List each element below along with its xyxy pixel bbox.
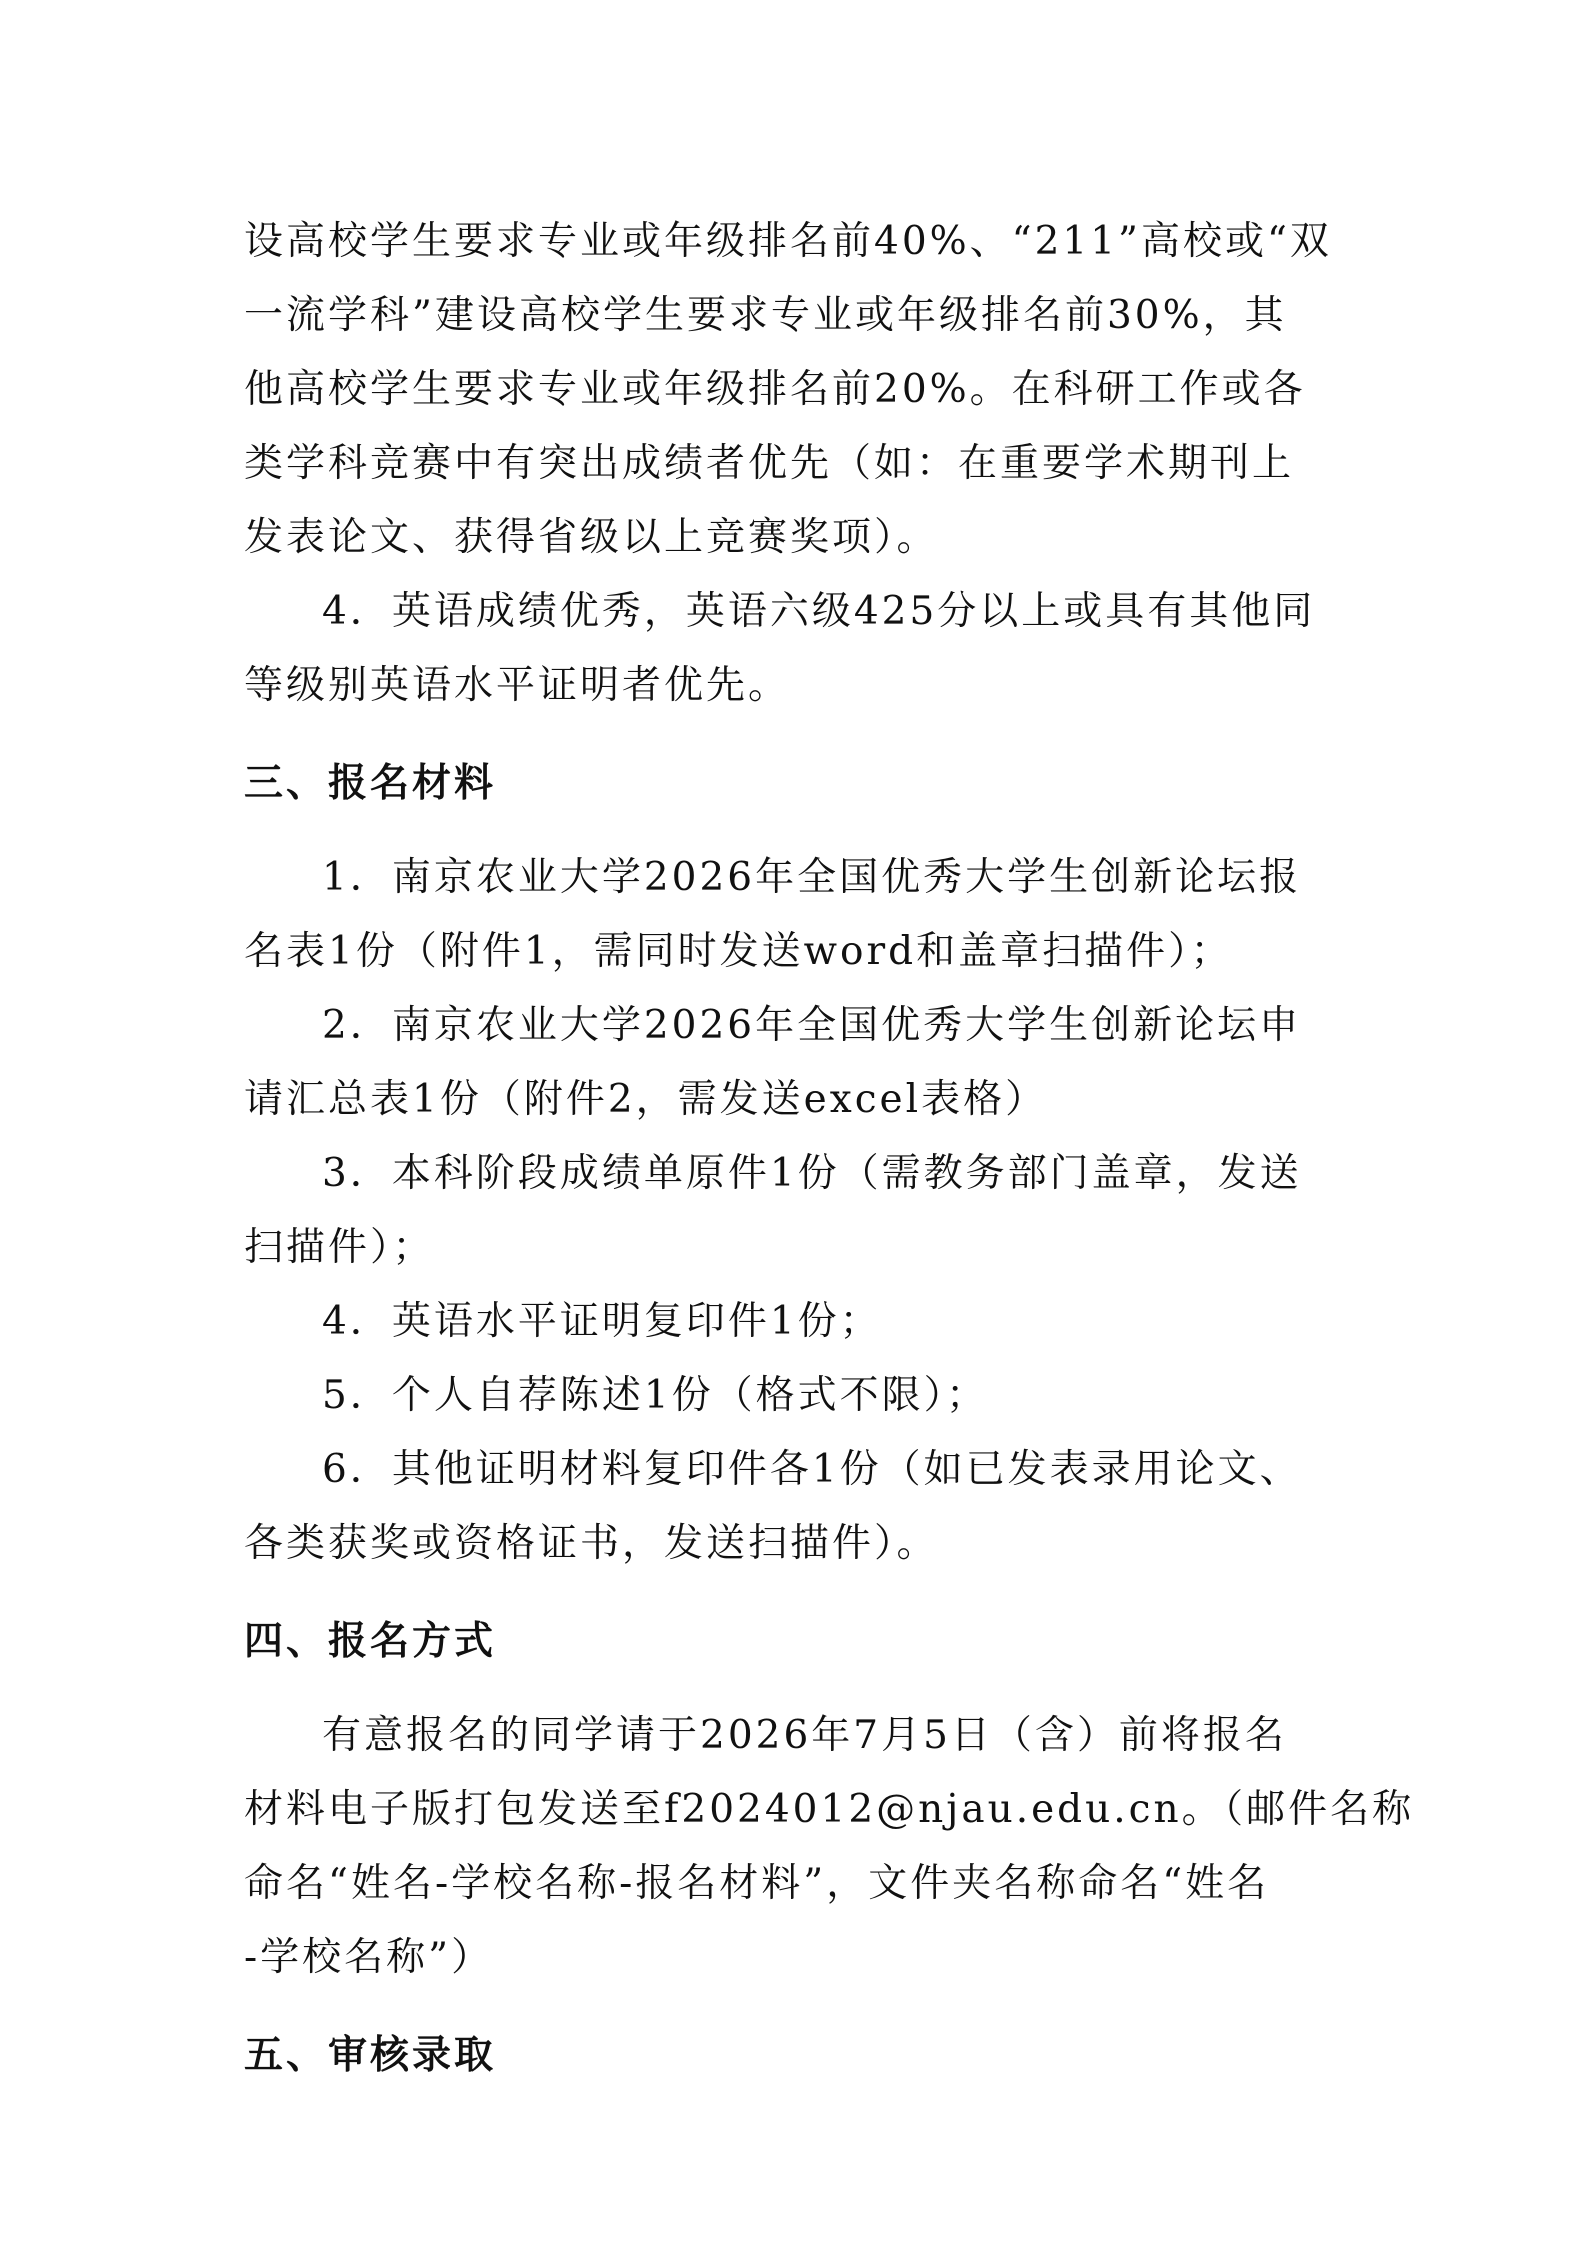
paragraph-line: 发表论文、获得省级以上竞赛奖项）。	[244, 515, 939, 560]
material-item-3: 3．本科阶段成绩单原件1份（需教务部门盖章，发送	[322, 1151, 1302, 1196]
material-item-2-cont: 请汇总表1份（附件2，需发送excel表格）	[244, 1077, 1048, 1122]
section-heading-materials: 三、报名材料	[244, 761, 497, 806]
registration-line: 有意报名的同学请于2026年7月5日（含）前将报名	[322, 1713, 1287, 1758]
registration-line: -学校名称”）	[244, 1935, 494, 1980]
requirement-4-line: 等级别英语水平证明者优先。	[244, 663, 791, 708]
material-item-4: 4．英语水平证明复印件1份；	[322, 1299, 882, 1344]
material-item-6-cont: 各类获奖或资格证书，发送扫描件）。	[244, 1521, 939, 1566]
paragraph-line: 设高校学生要求专业或年级排名前40%、“211”高校或“双	[244, 219, 1332, 264]
material-item-6: 6．其他证明材料复印件各1份（如已发表录用论文、	[322, 1447, 1302, 1492]
material-item-1: 1．南京农业大学2026年全国优秀大学生创新论坛报	[322, 855, 1302, 900]
section-heading-review: 五、审核录取	[244, 2033, 497, 2078]
registration-line: 命名“姓名-学校名称-报名材料”，文件夹名称命名“姓名	[244, 1861, 1270, 1906]
paragraph-line: 一流学科”建设高校学生要求专业或年级排名前30%，其	[244, 293, 1287, 338]
paragraph-line: 他高校学生要求专业或年级排名前20%。在科研工作或各	[244, 367, 1306, 412]
requirement-4-line: 4．英语成绩优秀，英语六级425分以上或具有其他同	[322, 589, 1316, 634]
section-heading-registration: 四、报名方式	[244, 1619, 497, 1664]
material-item-1-cont: 名表1份（附件1，需同时发送word和盖章扫描件）；	[244, 929, 1233, 974]
paragraph-line: 类学科竞赛中有突出成绩者优先（如：在重要学术期刊上	[244, 441, 1295, 486]
registration-line: 材料电子版打包发送至f2024012@njau.edu.cn。（邮件名称	[244, 1787, 1415, 1832]
material-item-2: 2．南京农业大学2026年全国优秀大学生创新论坛申	[322, 1003, 1302, 1048]
material-item-5: 5．个人自荐陈述1份（格式不限）；	[322, 1373, 989, 1418]
material-item-3-cont: 扫描件）；	[244, 1225, 435, 1270]
